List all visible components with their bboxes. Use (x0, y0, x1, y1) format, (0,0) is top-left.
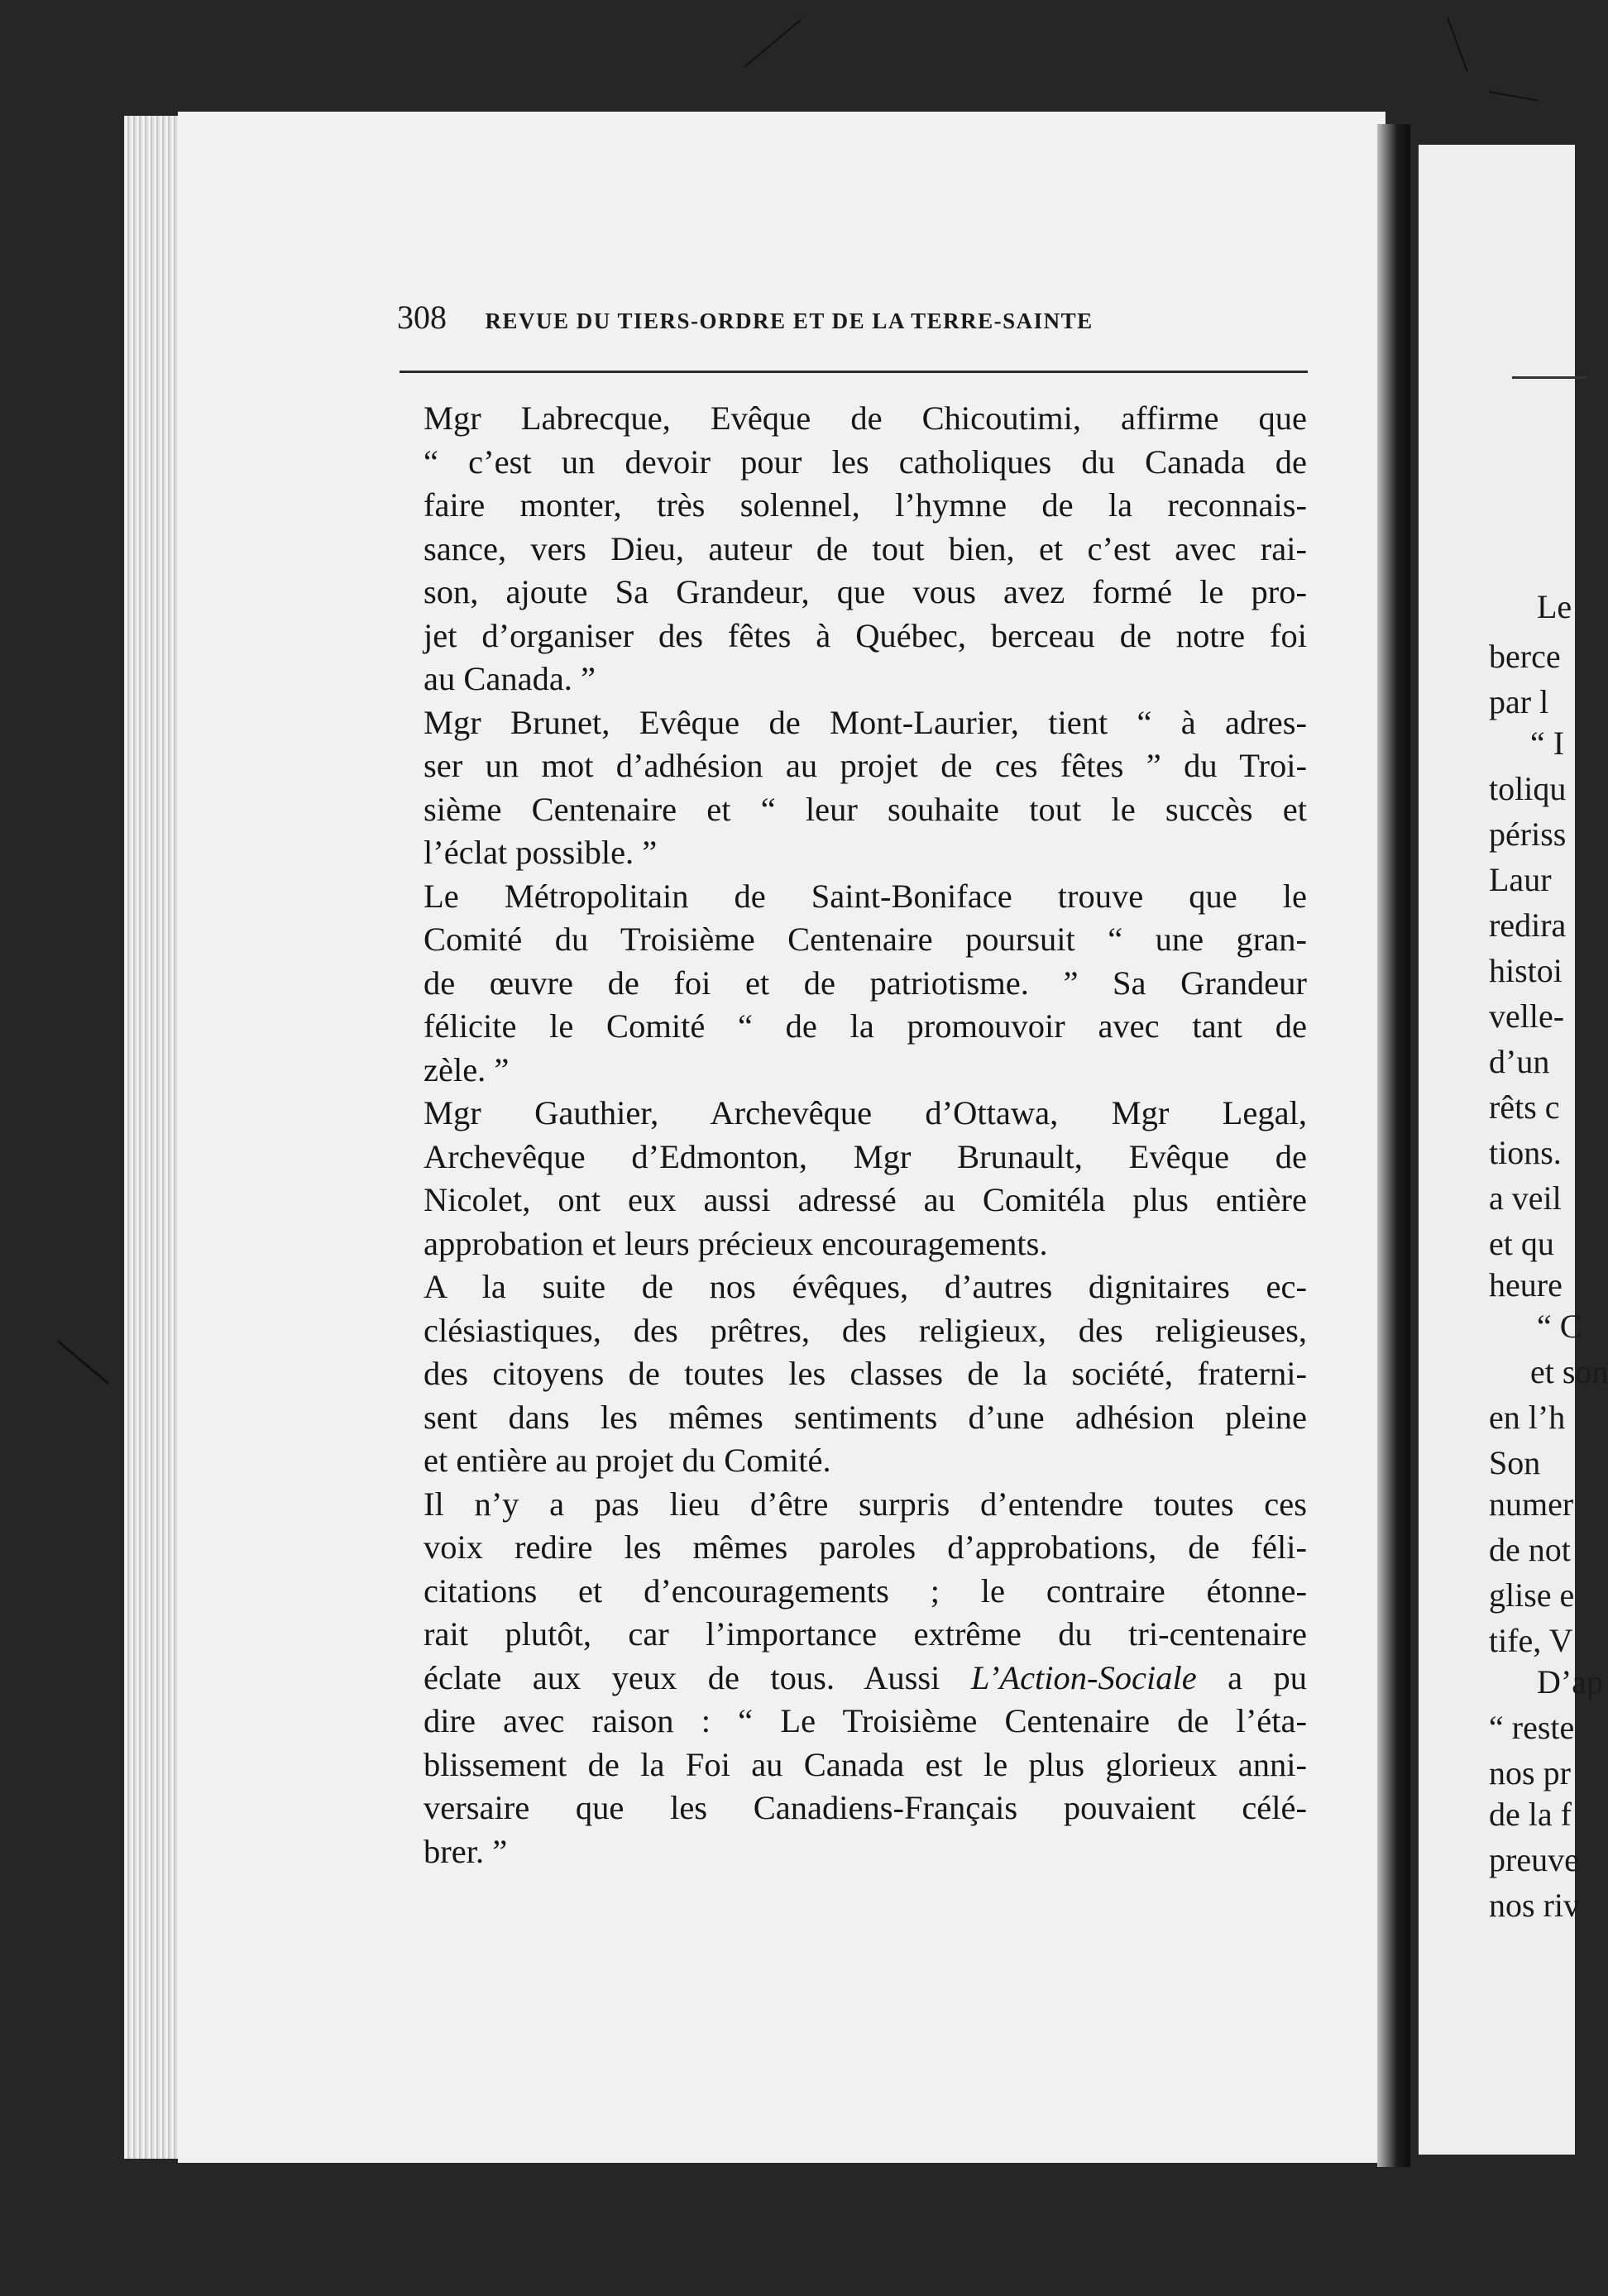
right-page-line-fragment: Son (1489, 1444, 1541, 1481)
text-line: Comité du Troisième Centenaire poursuit “ une gran- (424, 921, 1307, 958)
right-page-line-fragment: “ I (1530, 725, 1565, 762)
right-page-line-fragment: et qu (1489, 1225, 1554, 1262)
right-page-line-fragment: D’ap (1537, 1663, 1603, 1700)
text-line: faire monter, très solennel, l’hymne de la reconnais- (424, 486, 1307, 524)
right-page-line-fragment: de not (1489, 1531, 1571, 1568)
right-page-line-fragment: Laur (1489, 861, 1552, 898)
running-header (397, 298, 1307, 337)
right-page-line-fragment: tife, V (1489, 1622, 1573, 1659)
film-scratch (1447, 17, 1468, 72)
right-page-header-rule (1512, 376, 1586, 379)
right-page-line-fragment: “ reste (1489, 1709, 1575, 1746)
text-line: rait plutôt, car l’importance extrême du tri-centenaire (424, 1615, 1307, 1653)
text-line: Il n’y a pas lieu d’être surpris d’entendre toutes ces (424, 1485, 1307, 1523)
right-page-line-fragment: redira (1489, 906, 1567, 944)
paragraph (392, 875, 1307, 1093)
paragraph (392, 1092, 1307, 1265)
right-page-line-fragment: nos pr (1489, 1754, 1571, 1791)
right-page-line-fragment: rêts c (1489, 1088, 1560, 1126)
right-page-line-fragment: a veil (1489, 1179, 1562, 1217)
text-line: sent dans les mêmes sentiments d’une adhésion pleine (424, 1398, 1307, 1436)
right-page-line-fragment: histoi (1489, 952, 1563, 989)
text-line: au Canada. ” (424, 660, 596, 697)
right-page-line-fragment: tions. (1489, 1134, 1562, 1171)
text-line: Mgr Gauthier, Archevêque d’Ottawa, Mgr Legal, (424, 1094, 1307, 1131)
text-line: Le Métropolitain de Saint-Boniface trouve que le (424, 877, 1307, 915)
text-line: “ c’est un devoir pour les catholiques du Canada de (424, 442, 1307, 481)
text-line: A la suite de nos évêques, d’autres dignitaires ec- (424, 1268, 1307, 1305)
text-line: dire avec raison : “ Le Troisième Centenaire de l’éta- (424, 1702, 1307, 1739)
right-page-line-fragment: velle- (1489, 997, 1565, 1035)
text-line: Mgr Brunet, Evêque de Mont-Laurier, tient “ à adres- (424, 703, 1307, 741)
header-rule (400, 371, 1308, 373)
right-page-line-fragment: “ C (1537, 1308, 1582, 1345)
text-line: blissement de la Foi au Canada est le plus glorieux anni- (424, 1745, 1307, 1783)
right-page-line-fragment: par l (1489, 683, 1549, 720)
film-scratch (57, 1340, 109, 1385)
text-line: approbation et leurs précieux encouragements. (424, 1224, 1048, 1262)
text-line: de œuvre de foi et de patriotisme. ” Sa Grandeur (424, 964, 1307, 1002)
text-line: zèle. ” (424, 1050, 510, 1088)
text-line: citations et d’encouragements ; le contraire étonne- (424, 1571, 1307, 1610)
text-line: brer. ” (424, 1832, 508, 1870)
right-page-line-fragment: toliqu (1489, 770, 1567, 807)
right-page-line-fragment: et son (1530, 1353, 1608, 1390)
paragraph (392, 1483, 1307, 1874)
text-line: et entière au projet du Comité. (424, 1442, 831, 1479)
text-line: voix redire les mêmes paroles d’approbations, de féli- (424, 1528, 1307, 1566)
text-line: jet d’organiser des fêtes à Québec, berceau de notre foi (424, 616, 1307, 654)
right-page-line-fragment: en l’h (1489, 1399, 1566, 1436)
text-line: son, ajoute Sa Grandeur, que vous avez formé le pro- (424, 573, 1307, 610)
film-scratch (744, 18, 802, 67)
right-page-line-fragment: Le (1537, 588, 1572, 625)
right-page-line-fragment: de la f (1489, 1796, 1572, 1833)
text-run: éclate aux yeux de tous. Aussi (424, 1658, 971, 1696)
paragraph (392, 701, 1307, 875)
text-line: ser un mot d’adhésion au projet de ces fêtes ” du Troi- (424, 747, 1307, 784)
paragraph (392, 1265, 1307, 1483)
right-page-line-fragment: preuve (1489, 1841, 1579, 1878)
paragraph (392, 397, 1307, 701)
text-line: félicite le Comité “ de la promouvoir avec tant de (424, 1007, 1307, 1045)
text-line (392, 1657, 1307, 1700)
text-line: sième Centenaire et “ leur souhaite tout le succès et (424, 790, 1307, 828)
right-page-line-fragment: périss (1489, 816, 1567, 853)
italic-title: L’Action-Sociale (970, 1658, 1197, 1696)
body-text (392, 397, 1307, 1873)
right-page-line-fragment: nos riv (1489, 1887, 1580, 1924)
text-line: des citoyens de toutes les classes de la société, fraterni- (424, 1355, 1307, 1392)
text-line: Mgr Labrecque, Evêque de Chicoutimi, affirme que (424, 399, 1307, 437)
right-page-line-fragment: d’un (1489, 1043, 1550, 1080)
right-page-line-fragment: glise e (1489, 1576, 1575, 1614)
page-number: 308 (397, 299, 447, 336)
book-gutter (1377, 124, 1410, 2167)
text-run: a pu (1196, 1658, 1307, 1696)
right-page-line-fragment: berce (1489, 638, 1561, 675)
right-page-line-fragment: heure (1489, 1266, 1563, 1303)
text-line: Archevêque d’Edmonton, Mgr Brunault, Evêque de (424, 1137, 1307, 1175)
text-line: clésiastiques, des prêtres, des religieux, des religieuses, (424, 1311, 1307, 1349)
text-line: Nicolet, ont eux aussi adressé au Comitéla plus entière (424, 1181, 1307, 1218)
running-title: REVUE DU TIERS-ORDRE ET DE LA TERRE-SAINTE (485, 309, 1094, 333)
text-line: versaire que les Canadiens-Français pouvaient célé- (424, 1789, 1307, 1826)
text-line: sance, vers Dieu, auteur de tout bien, et c’est avec rai- (424, 529, 1307, 567)
film-scratch (1489, 91, 1538, 101)
right-page-line-fragment: numer (1489, 1485, 1574, 1523)
text-line: l’éclat possible. ” (424, 834, 658, 871)
page-edge-stack (124, 116, 182, 2159)
